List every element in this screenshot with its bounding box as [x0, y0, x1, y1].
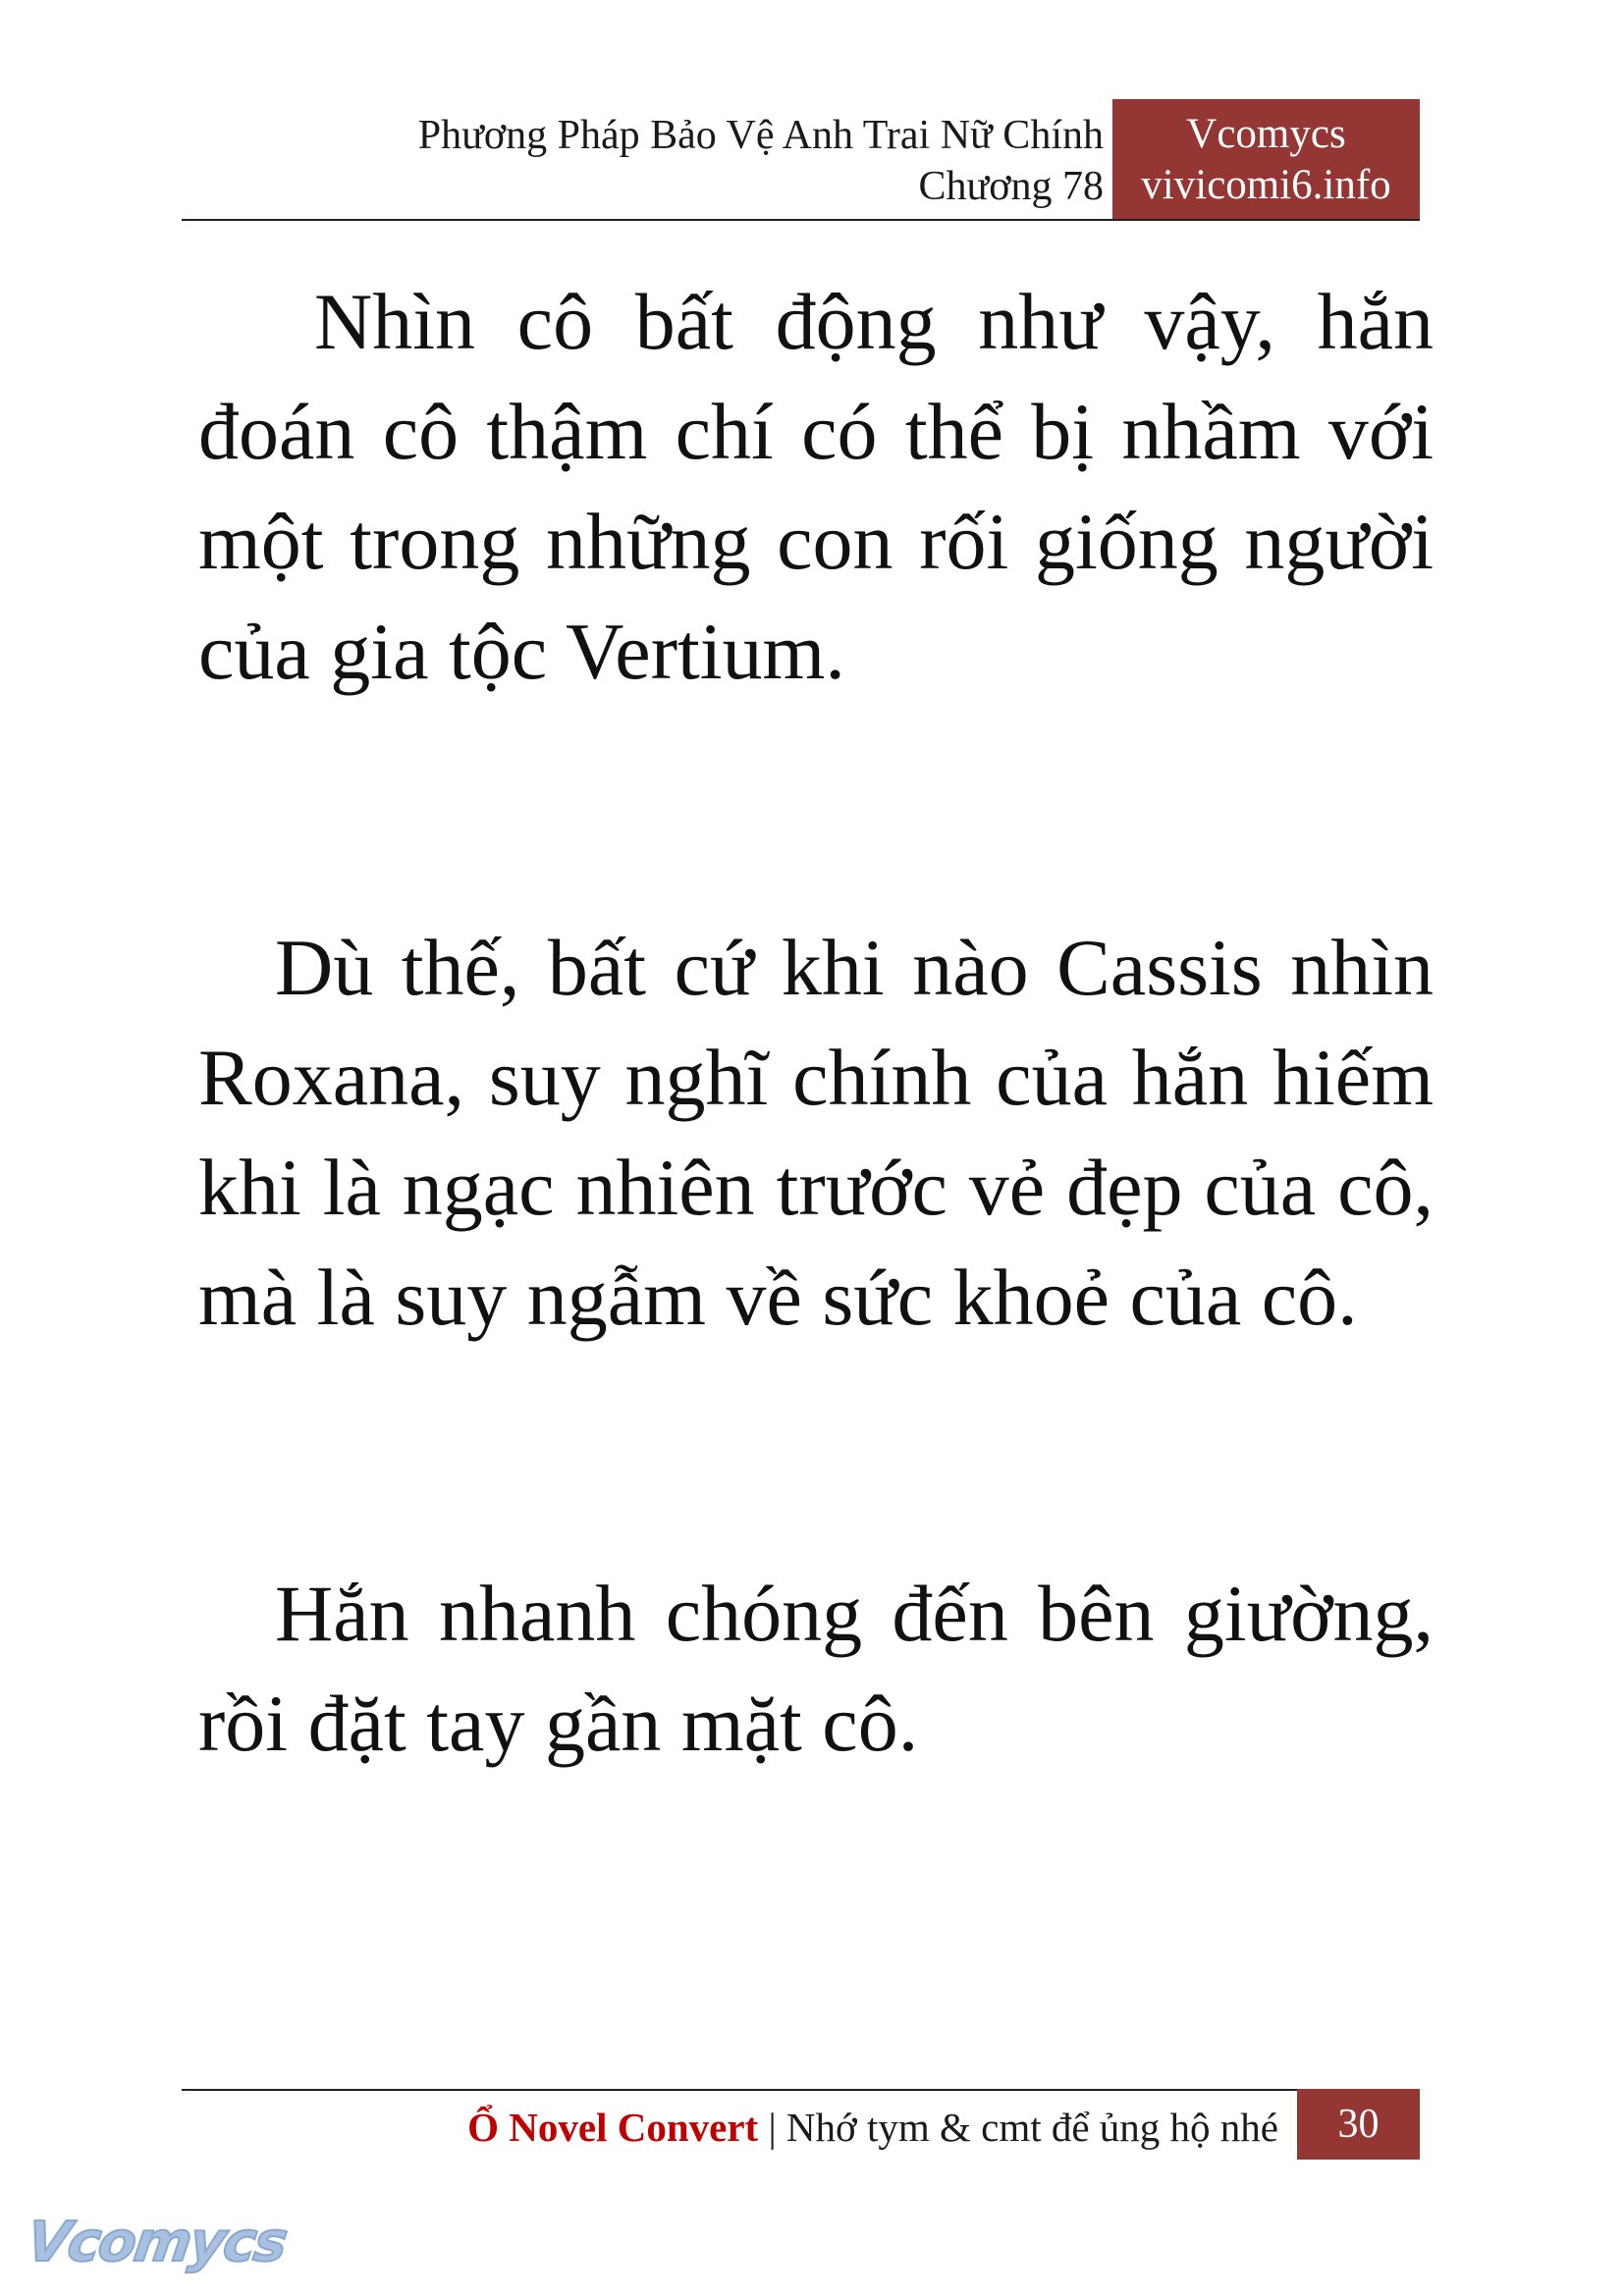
paragraph: Hắn nhanh chóng đến bên giường, rồi đặt tay gần mặt cô.	[198, 1569, 1434, 1768]
page-footer	[467, 2098, 1278, 2157]
watermark-logo: Vcomycs	[23, 2211, 290, 2274]
header-badge	[1112, 99, 1420, 221]
chapter-label: Chương 78	[918, 164, 1104, 209]
badge-site-name: Vcomycs	[1186, 111, 1346, 157]
footer-brand: Ổ Novel Convert	[467, 2105, 759, 2150]
page-number: 30	[1297, 2089, 1420, 2160]
paragraph: Nhìn cô bất động như vậy, hắn đoán cô thậm chí có thể bị nhầm với một trong những con rối giống người của gia tộc Vertium.	[198, 277, 1434, 696]
header-divider	[182, 219, 1420, 221]
footer-separator: |	[768, 2105, 777, 2150]
page-header	[418, 110, 1104, 212]
book-title: Phương Pháp Bảo Vệ Anh Trai Nữ Chính	[417, 113, 1104, 158]
badge-site-url: vivicomi6.info	[1141, 162, 1391, 208]
footer-divider	[182, 2089, 1297, 2091]
paragraph: Dù thế, bất cứ khi nào Cassis nhìn Roxana, suy nghĩ chính của hắn hiếm khi là ngạc nhiên trước vẻ đẹp của cô, mà là suy ngẫm về sức khoẻ của cô.	[198, 923, 1434, 1342]
page-body	[198, 267, 1434, 1985]
footer-note: Nhớ tym & cmt để ủng hộ nhé	[785, 2105, 1278, 2150]
